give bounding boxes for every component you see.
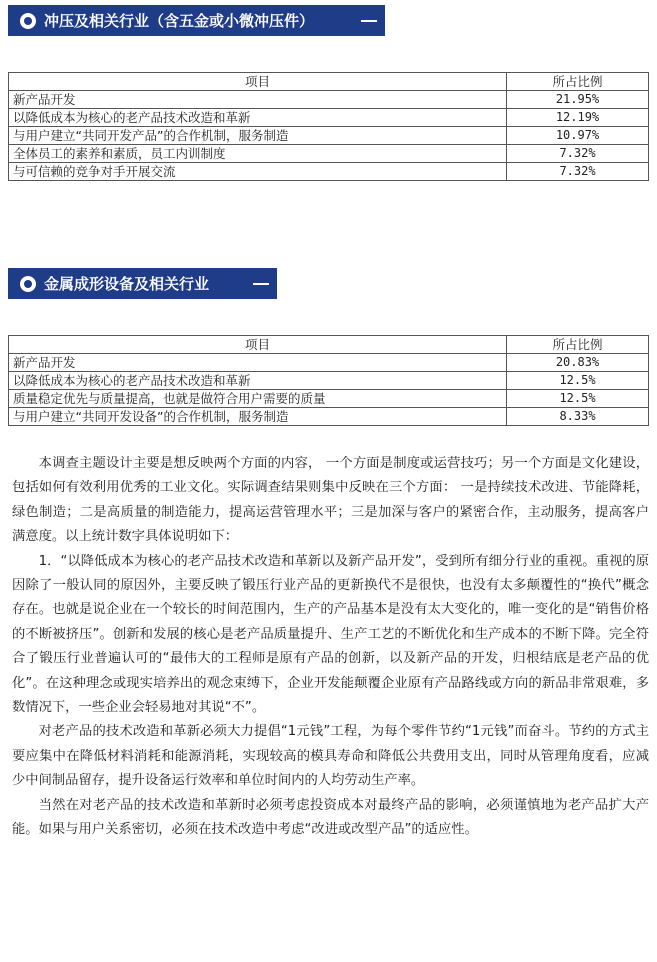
section-banner-forming-equipment [8, 268, 277, 299]
row-ratio: 12.5% [507, 390, 649, 408]
row-item: 以降低成本为核心的老产品技术改造和革新 [9, 109, 507, 127]
paragraph: 1．“以降低成本为核心的老产品技术改造和革新以及新产品开发”，受到所有细分行业的重视。重视的原因除了一般认同的原因外，主要反映了锻压行业产品的更新换代不是很快，也没有太多颠覆性的“换代”概念存在。也就是说企业在一个较长的时间范围内，生产的产品基本是没有太大变化的，唯一变化的是“销售价格的不断被挤压”。创新和发展的核心是老产品质量提升、生产工艺的不断优化和生产成本的不断下降。完全符合了锻压行业普遍认可的“最伟大的工程师是原有产品的创新，以及新产品的开发，归根结底是老产品的优化”。在这种理念或现实培养出的观念束缚下，企业开发能颠覆企业原有产品路线或方向的新品非常艰难，多数情况下，一些企业会轻易地对其说“不”。 [12, 553, 649, 716]
row-ratio: 12.19% [507, 109, 649, 127]
stamping-table [8, 72, 649, 181]
row-item: 与用户建立“共同开发设备”的合作机制，服务制造 [9, 408, 507, 426]
row-ratio: 10.97% [507, 127, 649, 145]
row-item: 新产品开发 [9, 354, 507, 372]
row-item: 以降低成本为核心的老产品技术改造和革新 [9, 372, 507, 390]
section-title: 金属成形设备及相关行业 [44, 275, 210, 293]
column-header-item: 项目 [9, 336, 507, 354]
row-ratio: 20.83% [507, 354, 649, 372]
dash-decoration [361, 20, 377, 22]
bullet-circle-icon [20, 13, 36, 29]
row-ratio: 7.32% [507, 145, 649, 163]
dash-decoration [253, 283, 269, 285]
row-item: 全体员工的素养和素质，员工内训制度 [9, 145, 507, 163]
column-header-item: 项目 [9, 73, 507, 91]
table-row [9, 109, 649, 127]
paragraph: 对老产品的技术改造和革新必须大力提倡“1元钱”工程，为每个零件节约“1元钱”而奋斗。节约的方式主要应集中在降低材料消耗和能源消耗，实现较高的模具寿命和降低公共费用支出，同时从管理角度看，应减少中间制品留存，提升设备运行效率和单位时间内的人均劳动生产率。 [12, 724, 649, 789]
bullet-circle-icon [20, 276, 36, 292]
row-ratio: 21.95% [507, 91, 649, 109]
section-banner-stamping [8, 5, 385, 36]
section-title: 冲压及相关行业（含五金或小微冲压件） [44, 12, 315, 30]
paragraph: 当然在对老产品的技术改造和革新时必须考虑投资成本对最终产品的影响，必须谨慎地为老产品扩大产能。如果与用户关系密切，必须在技术改造中考虑“改进或改型产品”的适应性。 [12, 797, 649, 838]
forming-equipment-table [8, 335, 649, 426]
table-row [9, 408, 649, 426]
column-header-ratio: 所占比例 [507, 336, 649, 354]
row-item: 与用户建立“共同开发产品”的合作机制，服务制造 [9, 127, 507, 145]
table-row [9, 127, 649, 145]
row-item: 与可信赖的竞争对手开展交流 [9, 163, 507, 181]
article-body [12, 452, 649, 843]
paragraph: 本调查主题设计主要是想反映两个方面的内容， 一个方面是制度或运营技巧；另一个方面是文化建设，包括如何有效利用优秀的工业文化。实际调查结果则集中反映在三个方面： 一是持续技术改进、节能降耗，绿色制造；二是高质量的制造能力，提高运营管理水平；三是加深与客户的紧密合作，主动服务，提高客户满意度。以上统计数字具体说明如下： [12, 456, 649, 545]
row-item: 质量稳定优先与质量提高，也就是做符合用户需要的质量 [9, 390, 507, 408]
row-ratio: 12.5% [507, 372, 649, 390]
table-row [9, 163, 649, 181]
table-row [9, 91, 649, 109]
table-header-row [9, 336, 649, 354]
column-header-ratio: 所占比例 [507, 73, 649, 91]
row-item: 新产品开发 [9, 91, 507, 109]
table-row [9, 390, 649, 408]
table-row [9, 354, 649, 372]
row-ratio: 7.32% [507, 163, 649, 181]
table-row [9, 145, 649, 163]
table-row [9, 372, 649, 390]
table-header-row [9, 73, 649, 91]
row-ratio: 8.33% [507, 408, 649, 426]
